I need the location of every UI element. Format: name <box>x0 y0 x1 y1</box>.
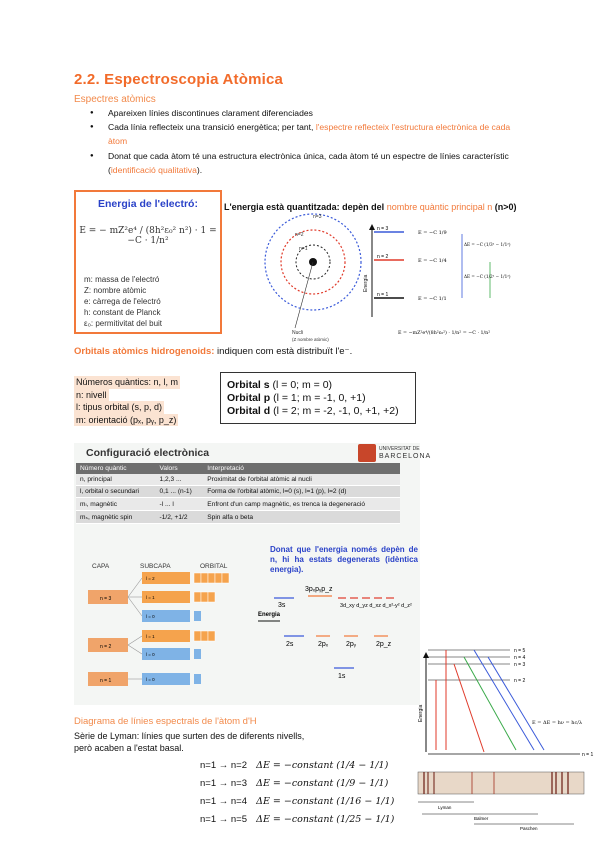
orbital-box-s3 <box>194 611 201 621</box>
col-orbital: ORBITAL <box>200 563 228 570</box>
config-table: Número quàntic Valors Interpretació n, principal 1,2,3 ... Proximitat de l'orbital atòmic al nucli l, orbital o secundari 0,1 ... (n-1) Forma de l'orbital atòmic, l=0 (s), l=1 (p), l=2 (d) mₗ, magnètic -l ... l Enfront d'un camp magnètic, es trenca la degeneració mₛ, magnètic spin -1/2, +1/2 Spin alfa o beta <box>76 463 400 524</box>
table-row: mₛ, magnètic spin -1/2, +1/2 Spin alfa o beta <box>76 511 400 524</box>
transition-row: n=1 → n=5 ΔE = −constant (1/25 − 1/1) <box>200 814 395 825</box>
energy-box-title: Energia de l'electró: <box>98 198 198 210</box>
col-capa: CAPA <box>92 563 110 570</box>
lyman-transitions <box>200 757 394 829</box>
svg-text:3d_xy d_yz d_xz d_x²-y² d_z²: 3d_xy d_yz d_xz d_x²-y² d_z² <box>340 603 412 609</box>
spectrum-levels <box>428 650 580 754</box>
level-energy-n2: E = −C 1/4 <box>418 258 447 264</box>
transition-row: n=1 → n=3 ΔE = −constant (1/9 − 1/1) <box>200 778 389 789</box>
degenerate-note: Donat que l'energia només depèn de n, hi ha estats degenerats (idèntica energia). <box>270 545 418 574</box>
svg-text:n = 2: n = 2 <box>100 644 112 650</box>
svg-text:l = 1: l = 1 <box>146 595 155 600</box>
svg-text:n = 3: n = 3 <box>514 662 526 668</box>
svg-text:2pₓ: 2pₓ <box>318 641 329 648</box>
svg-text:l = 0: l = 0 <box>146 614 155 619</box>
orbit-label-n2: n=2 <box>295 232 304 238</box>
svg-text:n = 5: n = 5 <box>514 648 526 654</box>
page-title: 2.2. Espectroscopia Atòmica <box>74 71 284 88</box>
delta-e-3-1: ΔE = −C (1/3² − 1/1²) <box>464 242 511 247</box>
series-lyman: Lyman <box>438 805 452 810</box>
orbital-boxes-p3 <box>194 592 215 602</box>
col-subcapa: SUBCAPA <box>140 563 171 570</box>
svg-text:l = 1: l = 1 <box>146 634 155 639</box>
table-row: l, orbital o secundari 0,1 ... (n-1) Forma de l'orbital atòmic, l=0 (s), l=1 (p), l=2 (d) <box>76 486 400 498</box>
quantum-number-item: n: nivell <box>76 389 107 400</box>
bullet-item: ● Donat que cada àtom té una estructura electrònica única, cada àtom té un espectre de línies característic (identificació qualitativa). <box>88 149 528 177</box>
bullet-item: ● Cada línia reflecteix una transició energètica; per tant, l'espectre reflecteix l'estructura electrònica de cada àtom <box>88 120 528 148</box>
svg-text:n = 1: n = 1 <box>582 752 594 758</box>
svg-text:n = 4: n = 4 <box>514 655 526 661</box>
energy-variables: m: massa de l'electró Z: nombre atòmic e: càrrega de l'electró h: constant de Planck ε₀: permitivitat del buit <box>84 275 163 328</box>
nucleus-pointer <box>295 262 313 328</box>
level-label-n3: n = 3 <box>377 226 389 232</box>
energy-levels-diagram <box>360 222 520 347</box>
orbital-boxes-d <box>194 573 229 583</box>
nucleus-label: Nucli <box>292 330 304 336</box>
svg-text:n = 1: n = 1 <box>100 678 112 684</box>
shells-diagram <box>80 572 280 692</box>
level-energy-n3: E = −C 1/9 <box>418 230 447 236</box>
energy-axis-label: Energia <box>418 704 424 722</box>
orbit-label-n3: n=3 <box>313 214 322 220</box>
energy-axis-arrow <box>369 224 375 230</box>
svg-text:3pₓpᵧp_z: 3pₓpᵧp_z <box>305 586 333 593</box>
quantum-number-item: m: orientació (pₓ, pᵧ, p_z) <box>76 414 177 425</box>
transition-row: n=1 → n=4 ΔE = −constant (1/16 − 1/1) <box>200 796 395 807</box>
spectra-bullets <box>88 106 528 177</box>
svg-text:n = 3: n = 3 <box>100 596 112 602</box>
orbital-box-s2 <box>194 649 201 659</box>
degenerate-levels-diagram <box>258 582 418 687</box>
orbital-boxes-p2 <box>194 631 215 641</box>
spectral-heading: Diagrama de línies espectrals de l'àtom d'H <box>74 716 257 727</box>
svg-text:2pᵧ: 2pᵧ <box>346 641 357 648</box>
balmer-line <box>464 657 516 750</box>
svg-text:l = 2: l = 2 <box>146 576 155 581</box>
paschen-line <box>488 657 544 750</box>
svg-text:l = 0: l = 0 <box>146 652 155 657</box>
orbital-types-box <box>220 372 416 424</box>
bohr-orbit-diagram <box>255 210 375 345</box>
balmer-line <box>454 664 484 752</box>
svg-text:2p_z: 2p_z <box>376 641 392 648</box>
svg-text:n = 2: n = 2 <box>514 678 526 684</box>
config-title: Configuració electrònica <box>86 447 210 459</box>
transition-row: n=1 → n=2 ΔE = −constant (1/4 − 1/1) <box>200 760 389 771</box>
quantum-numbers-list <box>74 376 180 426</box>
energy-formula-box <box>74 190 222 334</box>
section-heading-spectra: Espectres atòmics <box>74 94 156 105</box>
orbital-d: Orbital d (l = 2; m = -2, -1, 0, +1, +2) <box>227 405 399 417</box>
orbital-box-s1 <box>194 674 201 684</box>
university-logo-icon <box>358 444 376 462</box>
level-label-n2: n = 2 <box>377 254 389 260</box>
spectrum-strip <box>418 772 584 794</box>
level-label-n1: n = 1 <box>377 292 389 298</box>
orbital-p: Orbital p (l = 1; m = -1, 0, +1) <box>227 392 366 404</box>
energy-bottom-formula: E = −mZ²e⁴/(8h²ε₀²) · 1/n² = −C · 1/n² <box>398 331 491 336</box>
svg-text:1s: 1s <box>338 673 346 680</box>
university-name: UNIVERSITAT DE BARCELONA <box>379 446 432 460</box>
quantized-text: L'energia està quantitzada: depèn del nombre quàntic principal n (n>0) <box>224 202 517 212</box>
svg-text:l = 0: l = 0 <box>146 677 155 682</box>
series-balmer: Balmer <box>474 816 489 821</box>
orbit-label-n1: n=1 <box>299 246 308 252</box>
svg-text:2s: 2s <box>286 641 294 648</box>
energy-axis-label: Energia <box>363 274 369 292</box>
level-energy-n1: E = −C 1/1 <box>418 296 447 302</box>
quantum-number-item: Números quàntics: n, l, m <box>76 377 179 387</box>
bullet-item: ● Apareixen línies discontinues clarament diferenciades <box>88 106 528 120</box>
quantum-number-item: l: tipus orbital (s, p, d) <box>76 402 163 412</box>
delta-e-2-1: ΔE = −C (1/2² − 1/1²) <box>464 274 511 279</box>
orbitals-heading: Orbitals atòmics hidrogenoids: indiquen com està distribuït l'e⁻. <box>74 346 353 357</box>
series-paschen: Paschen <box>520 826 538 831</box>
table-row: n, principal 1,2,3 ... Proximitat de l'orbital atòmic al nucli <box>76 474 400 486</box>
hydrogen-spectrum-diagram <box>414 642 594 832</box>
table-row: mₗ, magnètic -l ... l Enfront d'un camp magnètic, es trenca la degeneració <box>76 498 400 511</box>
svg-text:Energia: Energia <box>258 612 281 618</box>
photon-energy-formula: E = ΔE = hν = hc/λ <box>532 720 583 726</box>
orbital-s: Orbital s (l = 0; m = 0) <box>227 379 333 391</box>
svg-text:3s: 3s <box>278 602 286 609</box>
nucleus-sublabel: (Z nombre atòmic) <box>292 337 329 342</box>
lyman-description: Sèrie de Lyman: línies que surten des de diferents nivells, però acaben a l'estat basal. <box>74 731 305 753</box>
energy-formula: E = − mZ²e⁴ / (8h²ε₀² n²) · 1 = −C · 1/n² <box>79 226 217 246</box>
